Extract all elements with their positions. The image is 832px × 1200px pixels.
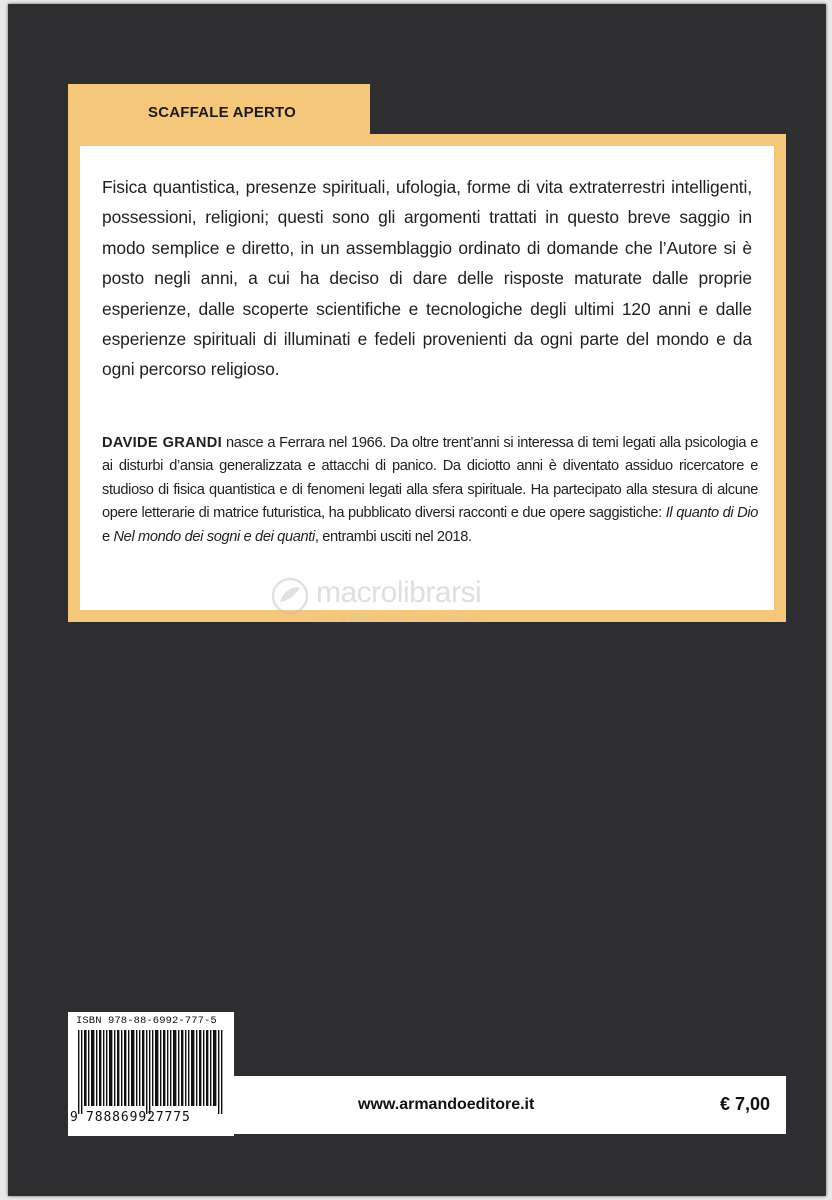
publisher-website: www.armandoeditore.it (358, 1096, 535, 1113)
book-title-1: Il quanto di Dio (665, 505, 758, 522)
watermark-tagline: ALTERNATIVA NATURALE (316, 614, 485, 624)
description-frame (68, 134, 786, 622)
barcode-icon (76, 1030, 226, 1114)
synopsis-text: Fisica quantistica, presenze spirituali, ufologia, forme di vita extraterrestri intelligenti, possessioni, religioni; questi sono gli argomenti trattati in questo breve saggio in modo semplice e diretto, in un assemblaggio ordinato di domande che l’Autore si è posto negli anni, a cui ha deciso di dare delle risposte maturate dalle proprie esperienze, dalle scoperte scientifiche e tecnologiche degli ultimi 120 anni e dalle esperienze spirituali di illuminati e fedeli provenienti da ogni parte del mondo e da ogni percorso religioso. (102, 177, 752, 380)
bio-conjunction: e (102, 528, 114, 545)
isbn-label: ISBN 978-88-6992-777-5 (76, 1015, 217, 1027)
bio-text-part2: , entrambi usciti nel 2018. (314, 528, 472, 545)
description-panel (80, 146, 774, 610)
back-cover (8, 4, 826, 1196)
series-label: SCAFFALE APERTO (148, 104, 297, 121)
author-bio (102, 432, 758, 549)
ean-digits: 788869927775 (86, 1110, 191, 1125)
book-title-2: Nel mondo dei sogni e dei quanti (113, 528, 315, 545)
publisher-strip (234, 1076, 786, 1134)
author-name: DAVIDE GRANDI (102, 435, 222, 451)
watermark-brand: macrolibrarsi (316, 576, 482, 609)
series-tab (68, 84, 370, 136)
watermark (208, 572, 628, 632)
leaf-logo-icon (270, 576, 310, 616)
bio-text-part1: nasce a Ferrara nel 1966. Da oltre trent’anni si interessa di temi legati alla psicologia e ai disturbi d’ansia generalizzata e attacchi di panico. Da diciotto anni è diventato assiduo ricercatore e studioso di fisica quantistica e di fenomeni legati alla sfera spirituale. Ha partecipato alla stesura di alcune opere letterarie di matrice futuristica, ha pubblicato diversi racconti e due opere saggistiche: (102, 435, 758, 522)
barcode-box (68, 1012, 234, 1136)
price-label: € 7,00 (720, 1094, 771, 1114)
ean-first-digit: 9 (70, 1110, 78, 1125)
